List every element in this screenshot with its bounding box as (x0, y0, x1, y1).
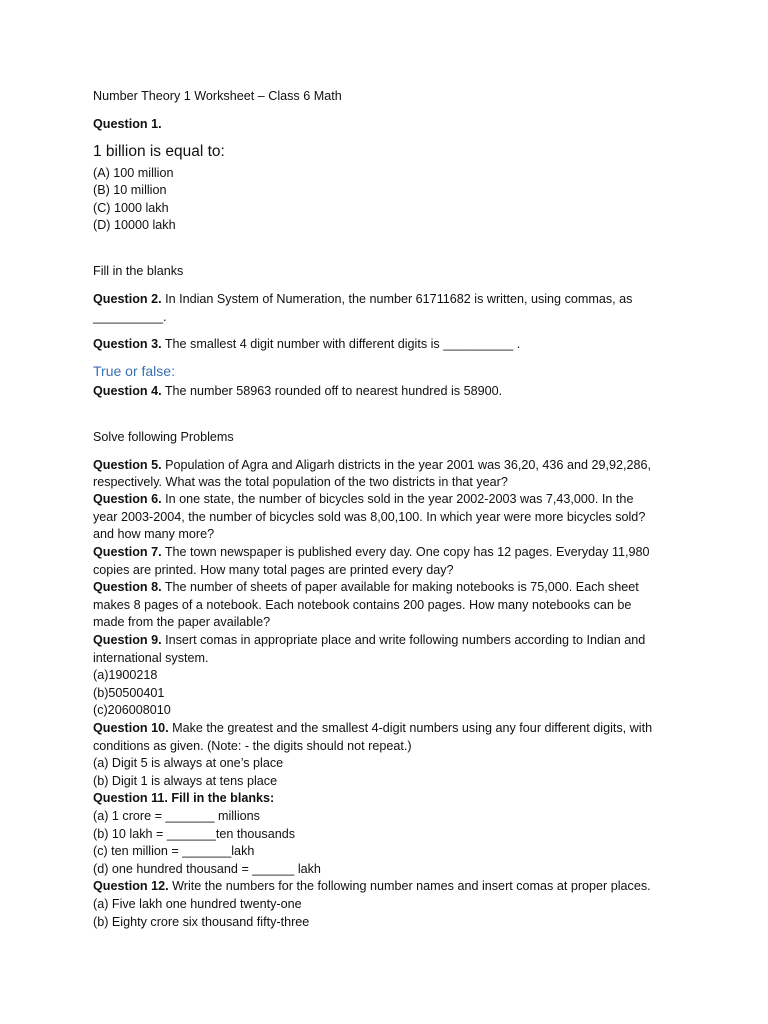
question-10-label: Question 10. (93, 721, 169, 735)
question-11-line (93, 790, 274, 806)
fill-in-blanks-heading: Fill in the blanks (93, 264, 184, 278)
question-2-line-2: __________. (93, 310, 167, 324)
question-3-text: The smallest 4 digit number with different digits is __________ . (161, 337, 521, 351)
question-1-option-d: (D) 10000 lakh (93, 218, 176, 232)
question-5-text: Population of Agra and Aligarh districts in the year 2001 was 36,20, 436 and 29,92,286, (161, 458, 651, 472)
question-4-line (93, 383, 502, 399)
question-9-line-2: international system. (93, 651, 209, 665)
solve-problems-heading: Solve following Problems (93, 430, 234, 444)
question-9-item-a: (a)1900218 (93, 668, 158, 682)
question-9-item-c: (c)206008010 (93, 703, 171, 717)
question-7-text: The town newspaper is published every day. One copy has 12 pages. Everyday 11,980 (161, 545, 650, 559)
question-8-line-1 (93, 579, 639, 595)
question-6-line-3: and how many more? (93, 527, 215, 541)
question-3-line (93, 336, 520, 352)
question-1-prompt: 1 billion is equal to: (93, 143, 225, 160)
question-11-item-a: (a) 1 crore = _______ millions (93, 809, 260, 823)
question-10-line-1 (93, 720, 652, 736)
worksheet-title: Number Theory 1 Worksheet – Class 6 Math (93, 89, 342, 103)
question-10-item-a: (a) Digit 5 is always at one’s place (93, 756, 284, 770)
question-9-item-b: (b)50500401 (93, 686, 165, 700)
question-8-line-2: makes 8 pages of a notebook. Each notebook contains 200 pages. How many notebooks can be (93, 598, 632, 612)
question-5-line-2: respectively. What was the total population of the two districts in that year? (93, 475, 508, 489)
question-6-line-1 (93, 491, 633, 507)
question-6-text: In one state, the number of bicycles sold in the year 2002-2003 was 7,43,000. In the (161, 492, 634, 506)
question-4-text: The number 58963 rounded off to nearest hundred is 58900. (161, 384, 503, 398)
question-7-line-1 (93, 544, 650, 560)
question-11-label: Question 11. (93, 791, 168, 805)
question-2-line-1 (93, 291, 632, 307)
question-10-text: Make the greatest and the smallest 4-digit numbers using any four different digits, with (168, 721, 653, 735)
question-11-item-b: (b) 10 lakh = _______ten thousands (93, 827, 296, 841)
question-12-text: Write the numbers for the following number names and insert comas at proper places. (168, 879, 651, 893)
question-11-text: Fill in the blanks: (167, 791, 275, 805)
question-8-label: Question 8. (93, 580, 162, 594)
question-1-option-b: (B) 10 million (93, 183, 167, 197)
true-false-heading: True or false: (93, 363, 175, 379)
question-5-label: Question 5. (93, 458, 162, 472)
question-11-item-d: (d) one hundred thousand = ______ lakh (93, 862, 321, 876)
question-1-label: Question 1. (93, 117, 162, 131)
question-10-line-2: conditions as given. (Note: - the digits should not repeat.) (93, 739, 412, 753)
question-1-option-c: (C) 1000 lakh (93, 201, 169, 215)
question-7-line-2: copies are printed. How many total pages are printed every day? (93, 563, 454, 577)
question-4-label: Question 4. (93, 384, 162, 398)
question-12-line (93, 878, 651, 894)
question-1-option-a: (A) 100 million (93, 166, 174, 180)
question-9-label: Question 9. (93, 633, 162, 647)
question-10-item-b: (b) Digit 1 is always at tens place (93, 774, 278, 788)
question-2-text: In Indian System of Numeration, the number 61711682 is written, using commas, as (161, 292, 633, 306)
question-9-line-1 (93, 632, 645, 648)
question-12-item-b: (b) Eighty crore six thousand fifty-three (93, 915, 310, 929)
question-7-label: Question 7. (93, 545, 162, 559)
question-8-line-3: made from the paper available? (93, 615, 271, 629)
question-6-label: Question 6. (93, 492, 162, 506)
question-6-line-2: year 2003-2004, the number of bicycles sold was 8,00,100. In which year were more bicycles sold? (93, 510, 646, 524)
question-8-text: The number of sheets of paper available for making notebooks is 75,000. Each sheet (161, 580, 639, 594)
question-2-label: Question 2. (93, 292, 162, 306)
question-3-label: Question 3. (93, 337, 162, 351)
question-11-item-c: (c) ten million = _______lakh (93, 844, 255, 858)
question-5-line-1 (93, 457, 651, 473)
question-12-label: Question 12. (93, 879, 169, 893)
question-9-text: Insert comas in appropriate place and write following numbers according to Indian and (161, 633, 646, 647)
question-12-item-a: (a) Five lakh one hundred twenty-one (93, 897, 302, 911)
